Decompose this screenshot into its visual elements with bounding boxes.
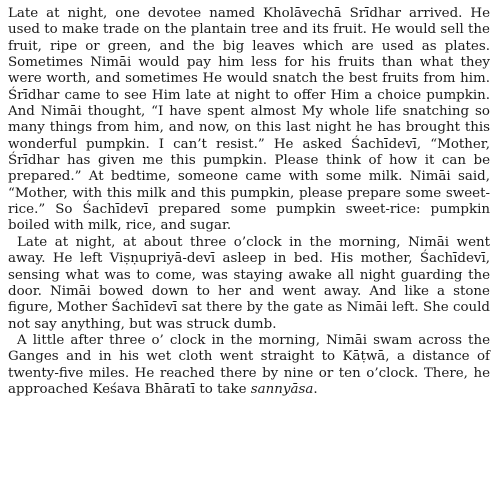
paragraph-1: Late at night, one devotee named Kholāvechā Srīdhar arrived. He used to make trade on the plantain tree and its fruit. He would sell the fruit, ripe or green, and the big leaves which are used as plates. Sometimes Nimāi would pay him less for his fruits than what they were worth, and sometimes He would snatch the best fruits from him. Śrīdhar came to see Him late at night to offer Him a choice pumpkin. And Nimāi thought, “I have spent almost My whole life snatching so many things from him, and now, on this last night he has brought this wonderful pumpkin. I can’t resist.” He asked Śachīdevī, “Mother, Śrīdhar has given me this pumpkin. Please think of how it can be prepared.” At bedtime, someone came with some milk. Nimāi said, “Mother, with this milk and this pumpkin, please prepare some sweet-rice.” So Śachīdevī prepared some pumpkin sweet-rice: pumpkin boiled with milk, rice, and sugar. [8,6,490,234]
paragraph-3-italic-term: sannyāsa [250,381,314,397]
paragraph-3-end: . [313,381,318,397]
document-page [8,6,490,398]
paragraph-2: Late at night, at about three o’clock in the morning, Nimāi went away. He left Viṣṇupriyā-devī asleep in bed. His mother, Śachīdevī, sensing what was to come, was staying awake all night guarding the door. Nimāi bowed down to her and went away. And like a stone figure, Mother Śachīdevī sat there by the gate as Nimāi left. She could not say anything, but was struck dumb. [8,234,490,332]
paragraph-3 [8,333,490,398]
paragraph-3-text: A little after three o’ clock in the morning, Nimāi swam across the Ganges and in his wet cloth went straight to Kāṭwā, a distance of twenty-five miles. He reached there by nine or ten o’clock. There, he approached Keśava Bhāratī to take [8,332,490,397]
